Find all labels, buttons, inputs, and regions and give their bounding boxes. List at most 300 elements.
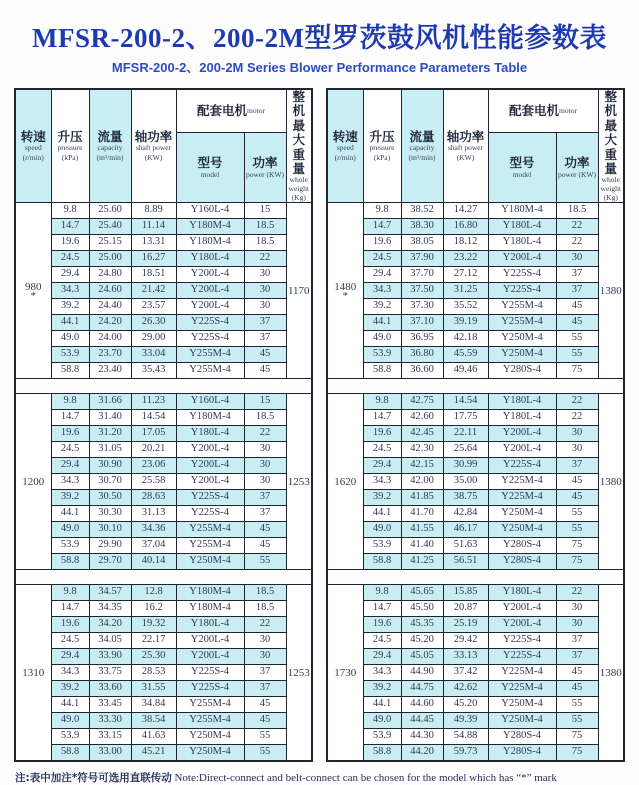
capacity-cell: 41.40 <box>401 538 443 554</box>
table-row <box>327 697 624 713</box>
table-row <box>327 745 624 762</box>
pressure-cell: 24.5 <box>51 633 89 649</box>
motor-header-label-cn: 配套电机 <box>509 104 560 119</box>
shaft-power-cell: 41.63 <box>131 729 176 745</box>
model-cell: Y250M-4 <box>488 522 556 538</box>
power-cell: 30 <box>244 283 286 299</box>
model-cell: Y225S-4 <box>176 506 244 522</box>
model-cell: Y250M-4 <box>176 745 244 762</box>
capacity-cell: 36.80 <box>401 347 443 363</box>
motor-header-label-en: motor <box>559 106 577 116</box>
capacity-cell: 38.30 <box>401 219 443 235</box>
shaft-power-cell: 29.00 <box>131 331 176 347</box>
power-cell: 45 <box>244 697 286 713</box>
model-cell: Y280S-4 <box>488 745 556 762</box>
capacity-header <box>89 89 131 203</box>
pressure-cell: 9.8 <box>51 585 89 601</box>
capacity-header-label-en: capacity <box>97 143 123 153</box>
pressure-cell: 49.0 <box>51 331 89 347</box>
speed-header-label-cn: 转速 <box>332 130 358 145</box>
shaft-power-cell: 42.62 <box>443 681 488 697</box>
power-cell: 37 <box>556 458 598 474</box>
model-cell: Y250M-4 <box>176 554 244 570</box>
weight-header-label-en: whole weight <box>600 175 621 193</box>
capacity-cell: 33.45 <box>89 697 131 713</box>
shaft-power-cell: 12.8 <box>131 585 176 601</box>
shaft-power-cell: 31.55 <box>131 681 176 697</box>
capacity-cell: 25.15 <box>89 235 131 251</box>
power-cell: 55 <box>556 347 598 363</box>
speed-cell <box>327 585 363 762</box>
capacity-cell: 37.70 <box>401 267 443 283</box>
model-cell: Y255M-4 <box>176 522 244 538</box>
speed-cell <box>327 394 363 570</box>
power-cell: 22 <box>556 235 598 251</box>
pressure-header <box>363 89 401 203</box>
power-cell: 55 <box>556 697 598 713</box>
shaft-power-cell: 17.05 <box>131 426 176 442</box>
shaft-power-cell: 34.84 <box>131 697 176 713</box>
speed-value: 1480 <box>334 281 357 294</box>
tables-container <box>0 88 639 762</box>
pressure-cell: 34.3 <box>51 474 89 490</box>
shaft-power-cell: 54.88 <box>443 729 488 745</box>
group-gap-cell <box>15 379 312 394</box>
pressure-cell: 53.9 <box>51 538 89 554</box>
pressure-cell: 34.3 <box>51 665 89 681</box>
model-cell: Y200L-4 <box>176 633 244 649</box>
pressure-cell: 39.2 <box>51 490 89 506</box>
shaft-power-header <box>443 89 488 203</box>
pressure-cell: 14.7 <box>363 601 401 617</box>
shaft-power-cell: 51.63 <box>443 538 488 554</box>
capacity-cell: 33.00 <box>89 745 131 762</box>
page <box>0 16 639 785</box>
shaft-power-cell: 14.54 <box>131 410 176 426</box>
power-header-label-en: power (KW) <box>245 169 285 179</box>
model-cell: Y225M-4 <box>488 681 556 697</box>
table-row <box>327 458 624 474</box>
pressure-cell: 44.1 <box>363 506 401 522</box>
model-cell: Y180L-4 <box>488 394 556 410</box>
power-header-label-en: power (KW) <box>557 169 597 179</box>
power-cell: 15 <box>244 203 286 219</box>
capacity-cell: 45.65 <box>401 585 443 601</box>
footnote <box>15 770 639 785</box>
shaft-power-cell: 22.17 <box>131 633 176 649</box>
capacity-cell: 25.60 <box>89 203 131 219</box>
capacity-cell: 23.70 <box>89 347 131 363</box>
power-cell: 18.5 <box>244 219 286 235</box>
shaft-power-cell: 27.12 <box>443 267 488 283</box>
capacity-cell: 37.30 <box>401 299 443 315</box>
group-gap-row <box>327 379 624 394</box>
pressure-cell: 34.3 <box>363 283 401 299</box>
pressure-cell: 34.3 <box>363 665 401 681</box>
pressure-cell: 44.1 <box>363 315 401 331</box>
shaft-power-cell: 17.75 <box>443 410 488 426</box>
table-row <box>327 681 624 697</box>
pressure-cell: 58.8 <box>363 745 401 762</box>
footnote-cn: 注:表中加注*符号可选用直联传动 <box>15 772 172 785</box>
capacity-cell: 31.66 <box>89 394 131 410</box>
table-row <box>327 331 624 347</box>
power-cell: 37 <box>556 649 598 665</box>
model-cell: Y280S-4 <box>488 554 556 570</box>
pressure-cell: 49.0 <box>51 522 89 538</box>
shaft-power-cell: 20.87 <box>443 601 488 617</box>
shaft-power-cell: 28.63 <box>131 490 176 506</box>
pressure-cell: 14.7 <box>363 219 401 235</box>
table-row <box>327 235 624 251</box>
shaft-power-cell: 16.27 <box>131 251 176 267</box>
capacity-cell: 24.20 <box>89 315 131 331</box>
motor-header-label-en: motor <box>247 106 265 116</box>
model-cell: Y255M-4 <box>176 347 244 363</box>
table-row <box>15 267 312 283</box>
model-cell: Y180L-4 <box>176 251 244 267</box>
shaft-power-cell: 25.58 <box>131 474 176 490</box>
pressure-cell: 19.6 <box>363 617 401 633</box>
shaft-power-cell: 45.59 <box>443 347 488 363</box>
pressure-cell: 29.4 <box>363 458 401 474</box>
table-row <box>15 426 312 442</box>
shaft-power-cell: 16.80 <box>443 219 488 235</box>
pressure-cell: 53.9 <box>363 729 401 745</box>
capacity-cell: 42.30 <box>401 442 443 458</box>
model-cell: Y280S-4 <box>488 729 556 745</box>
power-cell: 45 <box>244 522 286 538</box>
shaft-power-cell: 23.22 <box>443 251 488 267</box>
group-gap-cell <box>327 379 624 394</box>
capacity-cell: 30.70 <box>89 474 131 490</box>
power-cell: 30 <box>556 426 598 442</box>
power-cell: 75 <box>556 554 598 570</box>
weight-cell: 1253 <box>286 585 312 762</box>
power-cell: 45 <box>244 347 286 363</box>
capacity-header-unit: (m³/min) <box>408 152 436 162</box>
model-cell: Y180L-4 <box>488 235 556 251</box>
model-cell: Y225S-4 <box>488 633 556 649</box>
power-cell: 45 <box>556 490 598 506</box>
model-cell: Y180L-4 <box>176 617 244 633</box>
model-cell: Y180M-4 <box>176 410 244 426</box>
model-cell: Y225S-4 <box>488 649 556 665</box>
pressure-cell: 9.8 <box>51 203 89 219</box>
model-cell: Y200L-4 <box>488 426 556 442</box>
shaft-power-cell: 23.06 <box>131 458 176 474</box>
model-cell: Y180M-4 <box>176 601 244 617</box>
model-cell: Y225S-4 <box>488 458 556 474</box>
shaft-power-cell: 23.57 <box>131 299 176 315</box>
capacity-cell: 36.95 <box>401 331 443 347</box>
table-row <box>327 426 624 442</box>
motor-header-label-cn: 配套电机 <box>197 104 248 119</box>
capacity-cell: 44.75 <box>401 681 443 697</box>
power-cell: 55 <box>244 554 286 570</box>
shaft-power-cell: 14.27 <box>443 203 488 219</box>
capacity-cell: 42.60 <box>401 410 443 426</box>
model-header <box>176 133 244 203</box>
capacity-cell: 44.45 <box>401 713 443 729</box>
shaft-power-header-unit: (KW) <box>456 152 475 162</box>
table-row <box>15 697 312 713</box>
capacity-cell: 29.70 <box>89 554 131 570</box>
power-cell: 18.5 <box>244 235 286 251</box>
power-cell: 45 <box>556 299 598 315</box>
shaft-power-cell: 28.53 <box>131 665 176 681</box>
pressure-header-label-cn: 升压 <box>57 130 83 145</box>
speed-cell <box>15 585 51 762</box>
pressure-cell: 53.9 <box>363 538 401 554</box>
shaft-power-cell: 35.43 <box>131 363 176 379</box>
table-row <box>15 665 312 681</box>
page-subtitle: MFSR-200-2、200-2M Series Blower Performance Parameters Table <box>111 60 528 75</box>
model-cell: Y225S-4 <box>176 665 244 681</box>
capacity-cell: 31.05 <box>89 442 131 458</box>
pressure-cell: 19.6 <box>51 617 89 633</box>
power-cell: 45 <box>244 713 286 729</box>
power-header-label-cn: 功率 <box>252 156 278 171</box>
capacity-cell: 34.20 <box>89 617 131 633</box>
pressure-cell: 19.6 <box>51 426 89 442</box>
pressure-cell: 24.5 <box>363 633 401 649</box>
pressure-cell: 44.1 <box>363 697 401 713</box>
pressure-cell: 19.6 <box>363 235 401 251</box>
speed-header <box>327 89 363 203</box>
table-row <box>15 601 312 617</box>
speed-value: 1200 <box>22 475 45 488</box>
pressure-cell: 39.2 <box>363 490 401 506</box>
pressure-cell: 24.5 <box>363 442 401 458</box>
capacity-cell: 36.60 <box>401 363 443 379</box>
speed-header-unit: (r/min) <box>22 152 44 162</box>
table-row <box>15 585 312 601</box>
pressure-cell: 53.9 <box>51 729 89 745</box>
shaft-power-cell: 14.54 <box>443 394 488 410</box>
shaft-power-cell: 37.04 <box>131 538 176 554</box>
shaft-power-cell: 20.21 <box>131 442 176 458</box>
model-cell: Y180L-4 <box>176 426 244 442</box>
model-cell: Y200L-4 <box>176 283 244 299</box>
shaft-power-header-label-cn: 轴功率 <box>134 130 173 145</box>
pressure-header <box>51 89 89 203</box>
power-cell: 18.5 <box>556 203 598 219</box>
table-row <box>15 363 312 379</box>
capacity-cell: 45.20 <box>401 633 443 649</box>
shaft-power-cell: 49.46 <box>443 363 488 379</box>
table-row <box>15 203 312 219</box>
table-row <box>15 283 312 299</box>
model-cell: Y280S-4 <box>488 538 556 554</box>
shaft-power-cell: 30.99 <box>443 458 488 474</box>
motor-header <box>488 89 598 133</box>
capacity-cell: 25.00 <box>89 251 131 267</box>
speed-value: 1730 <box>334 666 357 679</box>
power-cell: 75 <box>556 363 598 379</box>
pressure-cell: 14.7 <box>51 219 89 235</box>
model-cell: Y250M-4 <box>176 729 244 745</box>
power-cell: 45 <box>244 363 286 379</box>
capacity-header-unit: (m³/min) <box>96 152 124 162</box>
table-row <box>15 474 312 490</box>
model-cell: Y180L-4 <box>488 410 556 426</box>
capacity-cell: 41.25 <box>401 554 443 570</box>
power-cell: 55 <box>244 729 286 745</box>
shaft-power-cell: 26.30 <box>131 315 176 331</box>
capacity-cell: 45.35 <box>401 617 443 633</box>
table-row <box>15 490 312 506</box>
capacity-cell: 33.90 <box>89 649 131 665</box>
shaft-power-header-label-en: shaft power <box>135 143 172 153</box>
model-cell: Y200L-4 <box>176 299 244 315</box>
power-cell: 30 <box>244 267 286 283</box>
shaft-power-cell: 42.84 <box>443 506 488 522</box>
table-row <box>327 506 624 522</box>
blower-table-left <box>14 88 313 762</box>
pressure-cell: 53.9 <box>363 347 401 363</box>
model-cell: Y180M-4 <box>176 585 244 601</box>
table-row <box>327 283 624 299</box>
model-cell: Y250M-4 <box>488 697 556 713</box>
table-row <box>327 363 624 379</box>
pressure-cell: 49.0 <box>51 713 89 729</box>
model-cell: Y200L-4 <box>488 442 556 458</box>
power-cell: 55 <box>556 506 598 522</box>
pressure-cell: 24.5 <box>363 251 401 267</box>
power-cell: 18.5 <box>244 601 286 617</box>
model-cell: Y255M-4 <box>176 697 244 713</box>
table-row <box>15 649 312 665</box>
pressure-header-unit: (kPa) <box>61 152 79 162</box>
table-row <box>327 410 624 426</box>
model-cell: Y200L-4 <box>488 601 556 617</box>
model-cell: Y225S-4 <box>176 331 244 347</box>
table-row <box>15 745 312 762</box>
header-row-main <box>327 89 624 133</box>
shaft-power-header-unit: (KW) <box>144 152 163 162</box>
model-cell: Y200L-4 <box>176 474 244 490</box>
capacity-cell: 33.60 <box>89 681 131 697</box>
capacity-cell: 24.60 <box>89 283 131 299</box>
power-cell: 22 <box>244 426 286 442</box>
shaft-power-cell: 29.42 <box>443 633 488 649</box>
speed-value: 980 <box>25 281 42 294</box>
model-cell: Y280S-4 <box>488 363 556 379</box>
table-row <box>327 299 624 315</box>
speed-cell <box>15 394 51 570</box>
shaft-power-cell: 42.18 <box>443 331 488 347</box>
pressure-cell: 58.8 <box>51 363 89 379</box>
model-cell: Y180L-4 <box>488 585 556 601</box>
pressure-cell: 14.7 <box>51 601 89 617</box>
pressure-cell: 58.8 <box>363 554 401 570</box>
capacity-cell: 44.20 <box>401 745 443 762</box>
table-row <box>327 474 624 490</box>
capacity-cell: 25.40 <box>89 219 131 235</box>
weight-cell: 1170 <box>286 203 312 379</box>
power-cell: 18.5 <box>244 410 286 426</box>
table-row <box>327 219 624 235</box>
table-row <box>15 538 312 554</box>
table-row <box>327 585 624 601</box>
model-cell: Y255M-4 <box>488 299 556 315</box>
capacity-cell: 23.40 <box>89 363 131 379</box>
pressure-cell: 29.4 <box>51 267 89 283</box>
capacity-cell: 30.30 <box>89 506 131 522</box>
shaft-power-cell: 18.12 <box>443 235 488 251</box>
shaft-power-cell: 46.17 <box>443 522 488 538</box>
shaft-power-cell: 15.85 <box>443 585 488 601</box>
table-row <box>327 538 624 554</box>
pressure-cell: 29.4 <box>51 649 89 665</box>
capacity-cell: 44.90 <box>401 665 443 681</box>
power-cell: 75 <box>556 538 598 554</box>
power-cell: 37 <box>244 331 286 347</box>
model-cell: Y255M-4 <box>488 315 556 331</box>
shaft-power-cell: 16.2 <box>131 601 176 617</box>
speed-header-unit: (r/min) <box>334 152 356 162</box>
pressure-cell: 39.2 <box>51 299 89 315</box>
capacity-cell: 30.50 <box>89 490 131 506</box>
pressure-cell: 9.8 <box>363 394 401 410</box>
capacity-cell: 31.40 <box>89 410 131 426</box>
power-cell: 45 <box>244 538 286 554</box>
blower-table-right <box>326 88 625 762</box>
pressure-cell: 24.5 <box>51 442 89 458</box>
capacity-header-label-cn: 流量 <box>409 130 435 145</box>
speed-header-label-en: speed <box>24 143 42 153</box>
model-header <box>488 133 556 203</box>
power-cell: 55 <box>244 745 286 762</box>
weight-header-label-cn: 整机最大重量 <box>604 90 617 176</box>
capacity-cell: 44.60 <box>401 697 443 713</box>
capacity-cell: 37.10 <box>401 315 443 331</box>
pressure-cell: 19.6 <box>363 426 401 442</box>
capacity-cell: 41.70 <box>401 506 443 522</box>
motor-header <box>176 89 286 133</box>
shaft-power-cell: 56.51 <box>443 554 488 570</box>
model-cell: Y200L-4 <box>176 442 244 458</box>
power-cell: 30 <box>556 617 598 633</box>
model-cell: Y225S-4 <box>488 283 556 299</box>
group-gap-row <box>15 379 312 394</box>
pressure-cell: 14.7 <box>363 410 401 426</box>
shaft-power-cell: 8.89 <box>131 203 176 219</box>
model-cell: Y255M-4 <box>176 363 244 379</box>
model-cell: Y255M-4 <box>176 538 244 554</box>
model-cell: Y180M-4 <box>176 219 244 235</box>
model-cell: Y225M-4 <box>488 665 556 681</box>
table-row <box>15 633 312 649</box>
power-cell: 37 <box>244 665 286 681</box>
power-cell: 37 <box>556 283 598 299</box>
speed-cell <box>15 203 51 379</box>
table-row <box>327 617 624 633</box>
pressure-header-unit: (kPa) <box>373 152 391 162</box>
table-row <box>15 235 312 251</box>
model-cell: Y200L-4 <box>176 649 244 665</box>
table-row <box>15 251 312 267</box>
power-cell: 30 <box>244 474 286 490</box>
capacity-cell: 37.50 <box>401 283 443 299</box>
model-cell: Y225S-4 <box>488 267 556 283</box>
pressure-header-label-en: pressure <box>369 143 395 153</box>
table-row <box>327 267 624 283</box>
capacity-cell: 30.90 <box>89 458 131 474</box>
shaft-power-cell: 31.13 <box>131 506 176 522</box>
shaft-power-cell: 35.52 <box>443 299 488 315</box>
